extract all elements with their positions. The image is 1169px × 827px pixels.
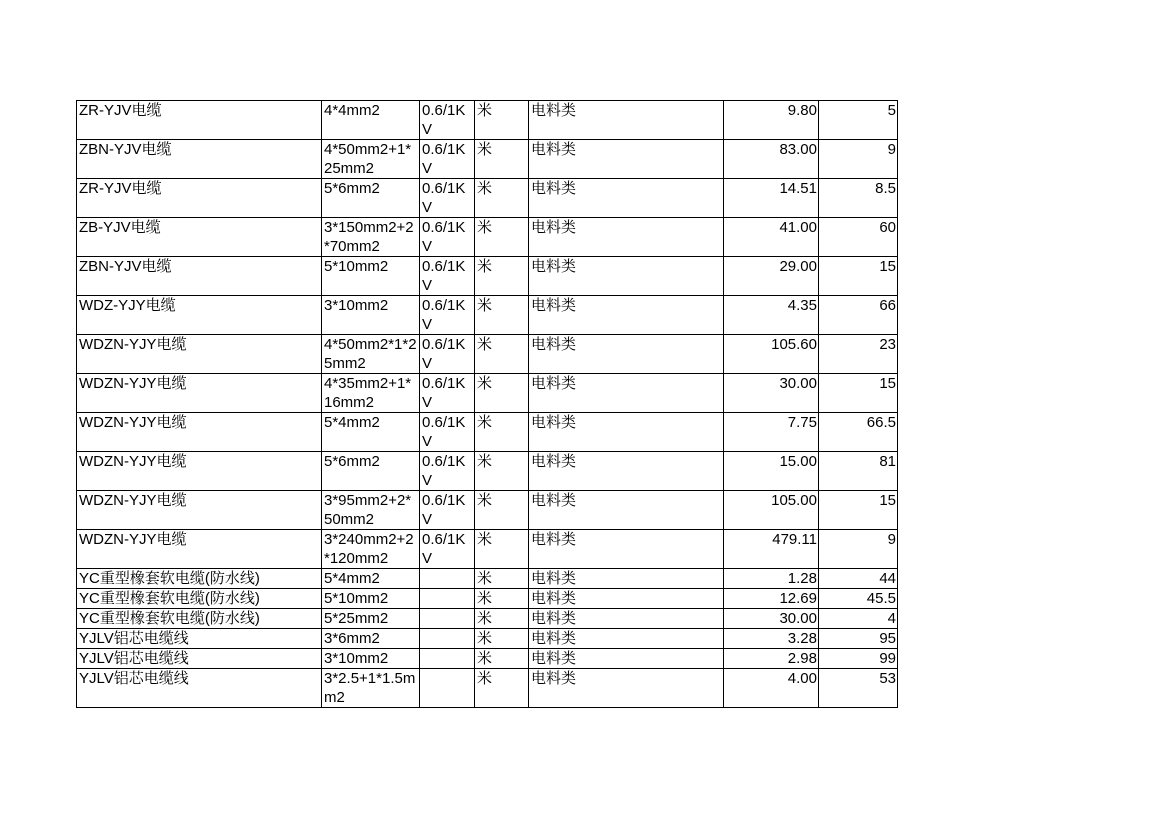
category-cell[interactable]: 电料类 (529, 649, 724, 669)
price-cell[interactable]: 83.00 (724, 140, 819, 179)
spec-cell[interactable]: 5*4mm2 (322, 569, 420, 589)
voltage-cell[interactable] (420, 649, 475, 669)
table-body (77, 101, 898, 708)
quantity-cell[interactable]: 9 (819, 140, 898, 179)
table-row (77, 452, 898, 491)
category-cell[interactable]: 电料类 (529, 140, 724, 179)
name-cell[interactable]: ZR-YJV电缆 (77, 179, 322, 218)
unit-cell[interactable]: 米 (475, 257, 529, 296)
price-cell[interactable]: 14.51 (724, 179, 819, 218)
name-cell[interactable]: YJLV铝芯电缆线 (77, 669, 322, 708)
category-cell[interactable]: 电料类 (529, 589, 724, 609)
spec-cell[interactable]: 5*25mm2 (322, 609, 420, 629)
name-cell[interactable]: YC重型橡套软电缆(防水线) (77, 609, 322, 629)
voltage-cell[interactable] (420, 589, 475, 609)
price-cell[interactable]: 1.28 (724, 569, 819, 589)
name-cell[interactable]: YJLV铝芯电缆线 (77, 629, 322, 649)
category-cell[interactable]: 电料类 (529, 335, 724, 374)
quantity-cell[interactable]: 23 (819, 335, 898, 374)
unit-cell[interactable]: 米 (475, 589, 529, 609)
voltage-cell[interactable]: 0.6/1KV (420, 374, 475, 413)
price-cell[interactable]: 105.60 (724, 335, 819, 374)
table-row (77, 413, 898, 452)
price-cell[interactable]: 41.00 (724, 218, 819, 257)
name-cell[interactable]: YC重型橡套软电缆(防水线) (77, 589, 322, 609)
unit-cell[interactable]: 米 (475, 179, 529, 218)
unit-cell[interactable]: 米 (475, 140, 529, 179)
price-cell[interactable]: 30.00 (724, 609, 819, 629)
category-cell[interactable]: 电料类 (529, 218, 724, 257)
voltage-cell[interactable]: 0.6/1KV (420, 101, 475, 140)
price-cell[interactable]: 29.00 (724, 257, 819, 296)
name-cell[interactable]: ZR-YJV电缆 (77, 101, 322, 140)
voltage-cell[interactable]: 0.6/1KV (420, 452, 475, 491)
price-cell[interactable]: 15.00 (724, 452, 819, 491)
unit-cell[interactable]: 米 (475, 335, 529, 374)
unit-cell[interactable]: 米 (475, 374, 529, 413)
category-cell[interactable]: 电料类 (529, 530, 724, 569)
voltage-cell[interactable] (420, 629, 475, 649)
spec-cell[interactable]: 3*240mm2+2*120mm2 (322, 530, 420, 569)
spec-cell[interactable]: 3*10mm2 (322, 649, 420, 669)
table-row (77, 374, 898, 413)
spec-cell[interactable]: 3*6mm2 (322, 629, 420, 649)
voltage-cell[interactable]: 0.6/1KV (420, 530, 475, 569)
unit-cell[interactable]: 米 (475, 452, 529, 491)
category-cell[interactable]: 电料类 (529, 374, 724, 413)
name-cell[interactable]: YC重型橡套软电缆(防水线) (77, 569, 322, 589)
name-cell[interactable]: YJLV铝芯电缆线 (77, 649, 322, 669)
voltage-cell[interactable]: 0.6/1KV (420, 179, 475, 218)
name-cell[interactable]: WDZN-YJY电缆 (77, 413, 322, 452)
spec-cell[interactable]: 3*2.5+1*1.5mm2 (322, 669, 420, 708)
name-cell[interactable]: ZB-YJV电缆 (77, 218, 322, 257)
voltage-cell[interactable]: 0.6/1KV (420, 218, 475, 257)
category-cell[interactable]: 电料类 (529, 669, 724, 708)
table-row (77, 257, 898, 296)
table-row (77, 569, 898, 589)
name-cell[interactable]: WDZN-YJY电缆 (77, 452, 322, 491)
price-cell[interactable]: 3.28 (724, 629, 819, 649)
unit-cell[interactable]: 米 (475, 609, 529, 629)
quantity-cell[interactable]: 15 (819, 491, 898, 530)
spec-cell[interactable]: 4*4mm2 (322, 101, 420, 140)
spec-cell[interactable]: 3*150mm2+2*70mm2 (322, 218, 420, 257)
price-cell[interactable]: 479.11 (724, 530, 819, 569)
table-row (77, 491, 898, 530)
category-cell[interactable]: 电料类 (529, 257, 724, 296)
category-cell[interactable]: 电料类 (529, 452, 724, 491)
unit-cell[interactable]: 米 (475, 530, 529, 569)
unit-cell[interactable]: 米 (475, 669, 529, 708)
unit-cell[interactable]: 米 (475, 649, 529, 669)
voltage-cell[interactable] (420, 609, 475, 629)
spec-cell[interactable]: 3*10mm2 (322, 296, 420, 335)
unit-cell[interactable]: 米 (475, 629, 529, 649)
table-row (77, 589, 898, 609)
table-row (77, 669, 898, 708)
price-cell[interactable]: 105.00 (724, 491, 819, 530)
unit-cell[interactable]: 米 (475, 569, 529, 589)
unit-cell[interactable]: 米 (475, 413, 529, 452)
voltage-cell[interactable] (420, 669, 475, 708)
voltage-cell[interactable]: 0.6/1KV (420, 296, 475, 335)
spec-cell[interactable]: 4*50mm2*1*25mm2 (322, 335, 420, 374)
category-cell[interactable]: 电料类 (529, 609, 724, 629)
name-cell[interactable]: WDZ-YJY电缆 (77, 296, 322, 335)
quantity-cell[interactable]: 15 (819, 374, 898, 413)
table-row (77, 609, 898, 629)
quantity-cell[interactable]: 60 (819, 218, 898, 257)
spec-cell[interactable]: 5*6mm2 (322, 452, 420, 491)
name-cell[interactable]: ZBN-YJV电缆 (77, 257, 322, 296)
name-cell[interactable]: ZBN-YJV电缆 (77, 140, 322, 179)
spec-cell[interactable]: 3*95mm2+2*50mm2 (322, 491, 420, 530)
name-cell[interactable]: WDZN-YJY电缆 (77, 530, 322, 569)
materials-table (76, 100, 898, 708)
category-cell[interactable]: 电料类 (529, 491, 724, 530)
unit-cell[interactable]: 米 (475, 296, 529, 335)
table-row (77, 296, 898, 335)
quantity-cell[interactable]: 66.5 (819, 413, 898, 452)
price-cell[interactable]: 4.35 (724, 296, 819, 335)
price-cell[interactable]: 30.00 (724, 374, 819, 413)
price-cell[interactable]: 7.75 (724, 413, 819, 452)
table-row (77, 218, 898, 257)
spec-cell[interactable]: 5*10mm2 (322, 589, 420, 609)
category-cell[interactable]: 电料类 (529, 413, 724, 452)
table-row (77, 649, 898, 669)
voltage-cell[interactable]: 0.6/1KV (420, 413, 475, 452)
quantity-cell[interactable]: 15 (819, 257, 898, 296)
voltage-cell[interactable]: 0.6/1KV (420, 335, 475, 374)
table-row (77, 629, 898, 649)
spec-cell[interactable]: 5*6mm2 (322, 179, 420, 218)
table-row (77, 179, 898, 218)
category-cell[interactable]: 电料类 (529, 296, 724, 335)
quantity-cell[interactable]: 44 (819, 569, 898, 589)
table-row (77, 101, 898, 140)
voltage-cell[interactable] (420, 569, 475, 589)
category-cell[interactable]: 电料类 (529, 569, 724, 589)
name-cell[interactable]: WDZN-YJY电缆 (77, 491, 322, 530)
name-cell[interactable]: WDZN-YJY电缆 (77, 374, 322, 413)
voltage-cell[interactable]: 0.6/1KV (420, 257, 475, 296)
name-cell[interactable]: WDZN-YJY电缆 (77, 335, 322, 374)
quantity-cell[interactable]: 81 (819, 452, 898, 491)
spec-cell[interactable]: 4*50mm2+1*25mm2 (322, 140, 420, 179)
quantity-cell[interactable]: 5 (819, 101, 898, 140)
quantity-cell[interactable]: 8.5 (819, 179, 898, 218)
table-row (77, 140, 898, 179)
category-cell[interactable]: 电料类 (529, 179, 724, 218)
unit-cell[interactable]: 米 (475, 218, 529, 257)
unit-cell[interactable]: 米 (475, 101, 529, 140)
spec-cell[interactable]: 5*4mm2 (322, 413, 420, 452)
price-cell[interactable]: 4.00 (724, 669, 819, 708)
table-row (77, 530, 898, 569)
quantity-cell[interactable]: 99 (819, 649, 898, 669)
quantity-cell[interactable]: 53 (819, 669, 898, 708)
price-cell[interactable]: 2.98 (724, 649, 819, 669)
unit-cell[interactable]: 米 (475, 491, 529, 530)
quantity-cell[interactable]: 9 (819, 530, 898, 569)
category-cell[interactable]: 电料类 (529, 629, 724, 649)
quantity-cell[interactable]: 66 (819, 296, 898, 335)
price-cell[interactable]: 9.80 (724, 101, 819, 140)
quantity-cell[interactable]: 95 (819, 629, 898, 649)
voltage-cell[interactable]: 0.6/1KV (420, 491, 475, 530)
price-cell[interactable]: 12.69 (724, 589, 819, 609)
quantity-cell[interactable]: 45.5 (819, 589, 898, 609)
voltage-cell[interactable]: 0.6/1KV (420, 140, 475, 179)
table-row (77, 335, 898, 374)
quantity-cell[interactable]: 4 (819, 609, 898, 629)
spec-cell[interactable]: 5*10mm2 (322, 257, 420, 296)
category-cell[interactable]: 电料类 (529, 101, 724, 140)
spec-cell[interactable]: 4*35mm2+1*16mm2 (322, 374, 420, 413)
